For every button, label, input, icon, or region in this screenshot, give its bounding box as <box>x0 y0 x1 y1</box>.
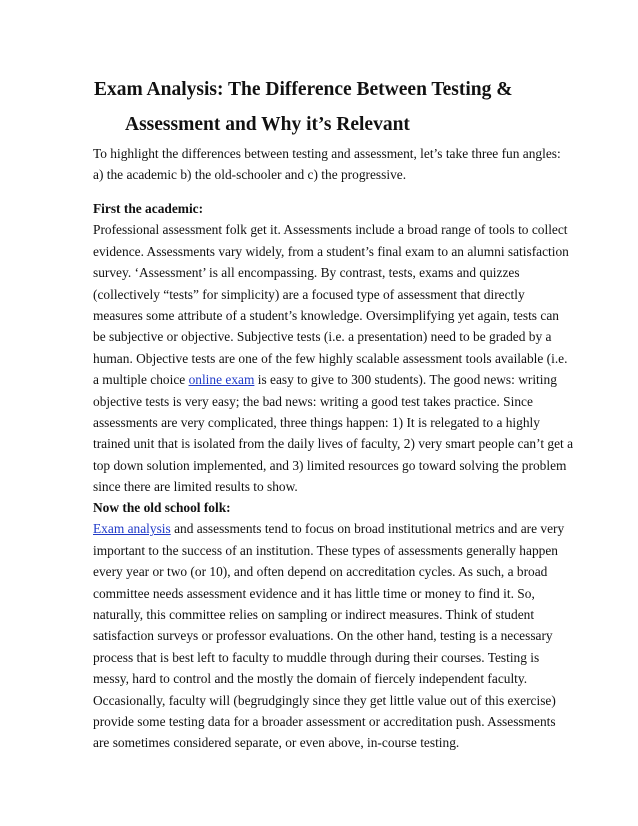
link-line-pre: a multiple choice <box>93 372 189 388</box>
paragraph-line: objective tests is very easy; the bad news: writing a good test takes practice. Since <box>93 393 533 409</box>
paragraph-line: evidence. Assessments vary widely, from a student’s final exam to an alumni satisfaction <box>93 243 569 259</box>
paragraph-line: human. Objective tests are one of the few highly scalable assessment tools available (i.e. <box>93 350 568 366</box>
link-line-post: and assessments tend to focus on broad institutional metrics and are very <box>170 521 565 537</box>
online-exam-link[interactable]: online exam <box>188 372 255 388</box>
paragraph-line: top down solution implemented, and 3) limited resources go toward solving the problem <box>93 457 567 473</box>
intro-line: To highlight the differences between testing and assessment, let’s take three fun angles: <box>93 146 561 161</box>
paragraph-line: messy, hard to control and the mostly the domain of fiercely independent faculty. <box>93 671 528 687</box>
title-line-1: Exam Analysis: The Difference Between Testing & <box>94 79 513 100</box>
paragraph-line: trained unit that is isolated from the daily lives of faculty, 2) very smart people can’t get a <box>93 436 574 452</box>
paragraph-line: assessments are very complicated, three things happen: 1) It is relegated to a highly <box>93 415 540 431</box>
section-academic <box>93 198 574 498</box>
paragraph-line-with-link <box>93 369 563 390</box>
paragraph-line: provide some testing data for a broader assessment or accreditation push. Assessments <box>93 714 556 730</box>
section-old-school <box>93 497 563 754</box>
paragraph-line: important to the success of an institution. These types of assessments generally happen <box>93 542 558 558</box>
section-heading-academic: First the academic: <box>93 201 204 216</box>
paragraph-line: Professional assessment folk get it. Assessments include a broad range of tools to collect <box>93 222 568 238</box>
paragraph-line: satisfaction surveys or professor evaluations. On the other hand, testing is a necessary <box>93 628 553 644</box>
section-heading-old-school: Now the old school folk: <box>93 500 231 515</box>
paragraph-line: (collectively “tests” for simplicity) are a focused type of assessment that directly <box>93 286 525 302</box>
paragraph-line: are sometimes considered separate, or even above, in-course testing. <box>93 735 460 751</box>
paragraph-line: be subjective or objective. Subjective tests (i.e. a presentation) need to be graded by a <box>93 329 552 345</box>
paragraph-line: process that is best left to faculty to muddle through during their courses. Testing is <box>93 649 540 665</box>
paragraph-line: committee needs assessment evidence and it has little time or money to find it. So, <box>93 585 535 601</box>
intro-line: a) the academic b) the old-schooler and c) the progressive. <box>93 167 407 183</box>
link-line-post: is easy to give to 300 students). The good news: writing <box>254 372 557 388</box>
intro-paragraph <box>93 143 563 186</box>
paragraph-line: since there are limited results to show. <box>93 479 298 495</box>
paragraph-line: Occasionally, faculty will (begrudgingly since they get little value out of this exercise) <box>93 692 556 708</box>
paragraph-line: measures some attribute of a student’s knowledge. Oversimplifying yet again, tests can <box>93 308 559 324</box>
paragraph-line: every year or two (or 10), and often depend on accreditation cycles. As such, a broad <box>93 564 548 580</box>
paragraph-line: survey. ‘Assessment’ is all encompassing. By contrast, tests, exams and quizzes <box>93 265 520 281</box>
title-line-2: Assessment and Why it’s Relevant <box>125 114 410 135</box>
paragraph-line-with-link <box>93 518 563 539</box>
paragraph-line: naturally, this committee relies on sampling or indirect measures. Think of student <box>93 607 535 623</box>
document-title <box>94 72 554 142</box>
exam-analysis-link[interactable]: Exam analysis <box>93 521 171 537</box>
